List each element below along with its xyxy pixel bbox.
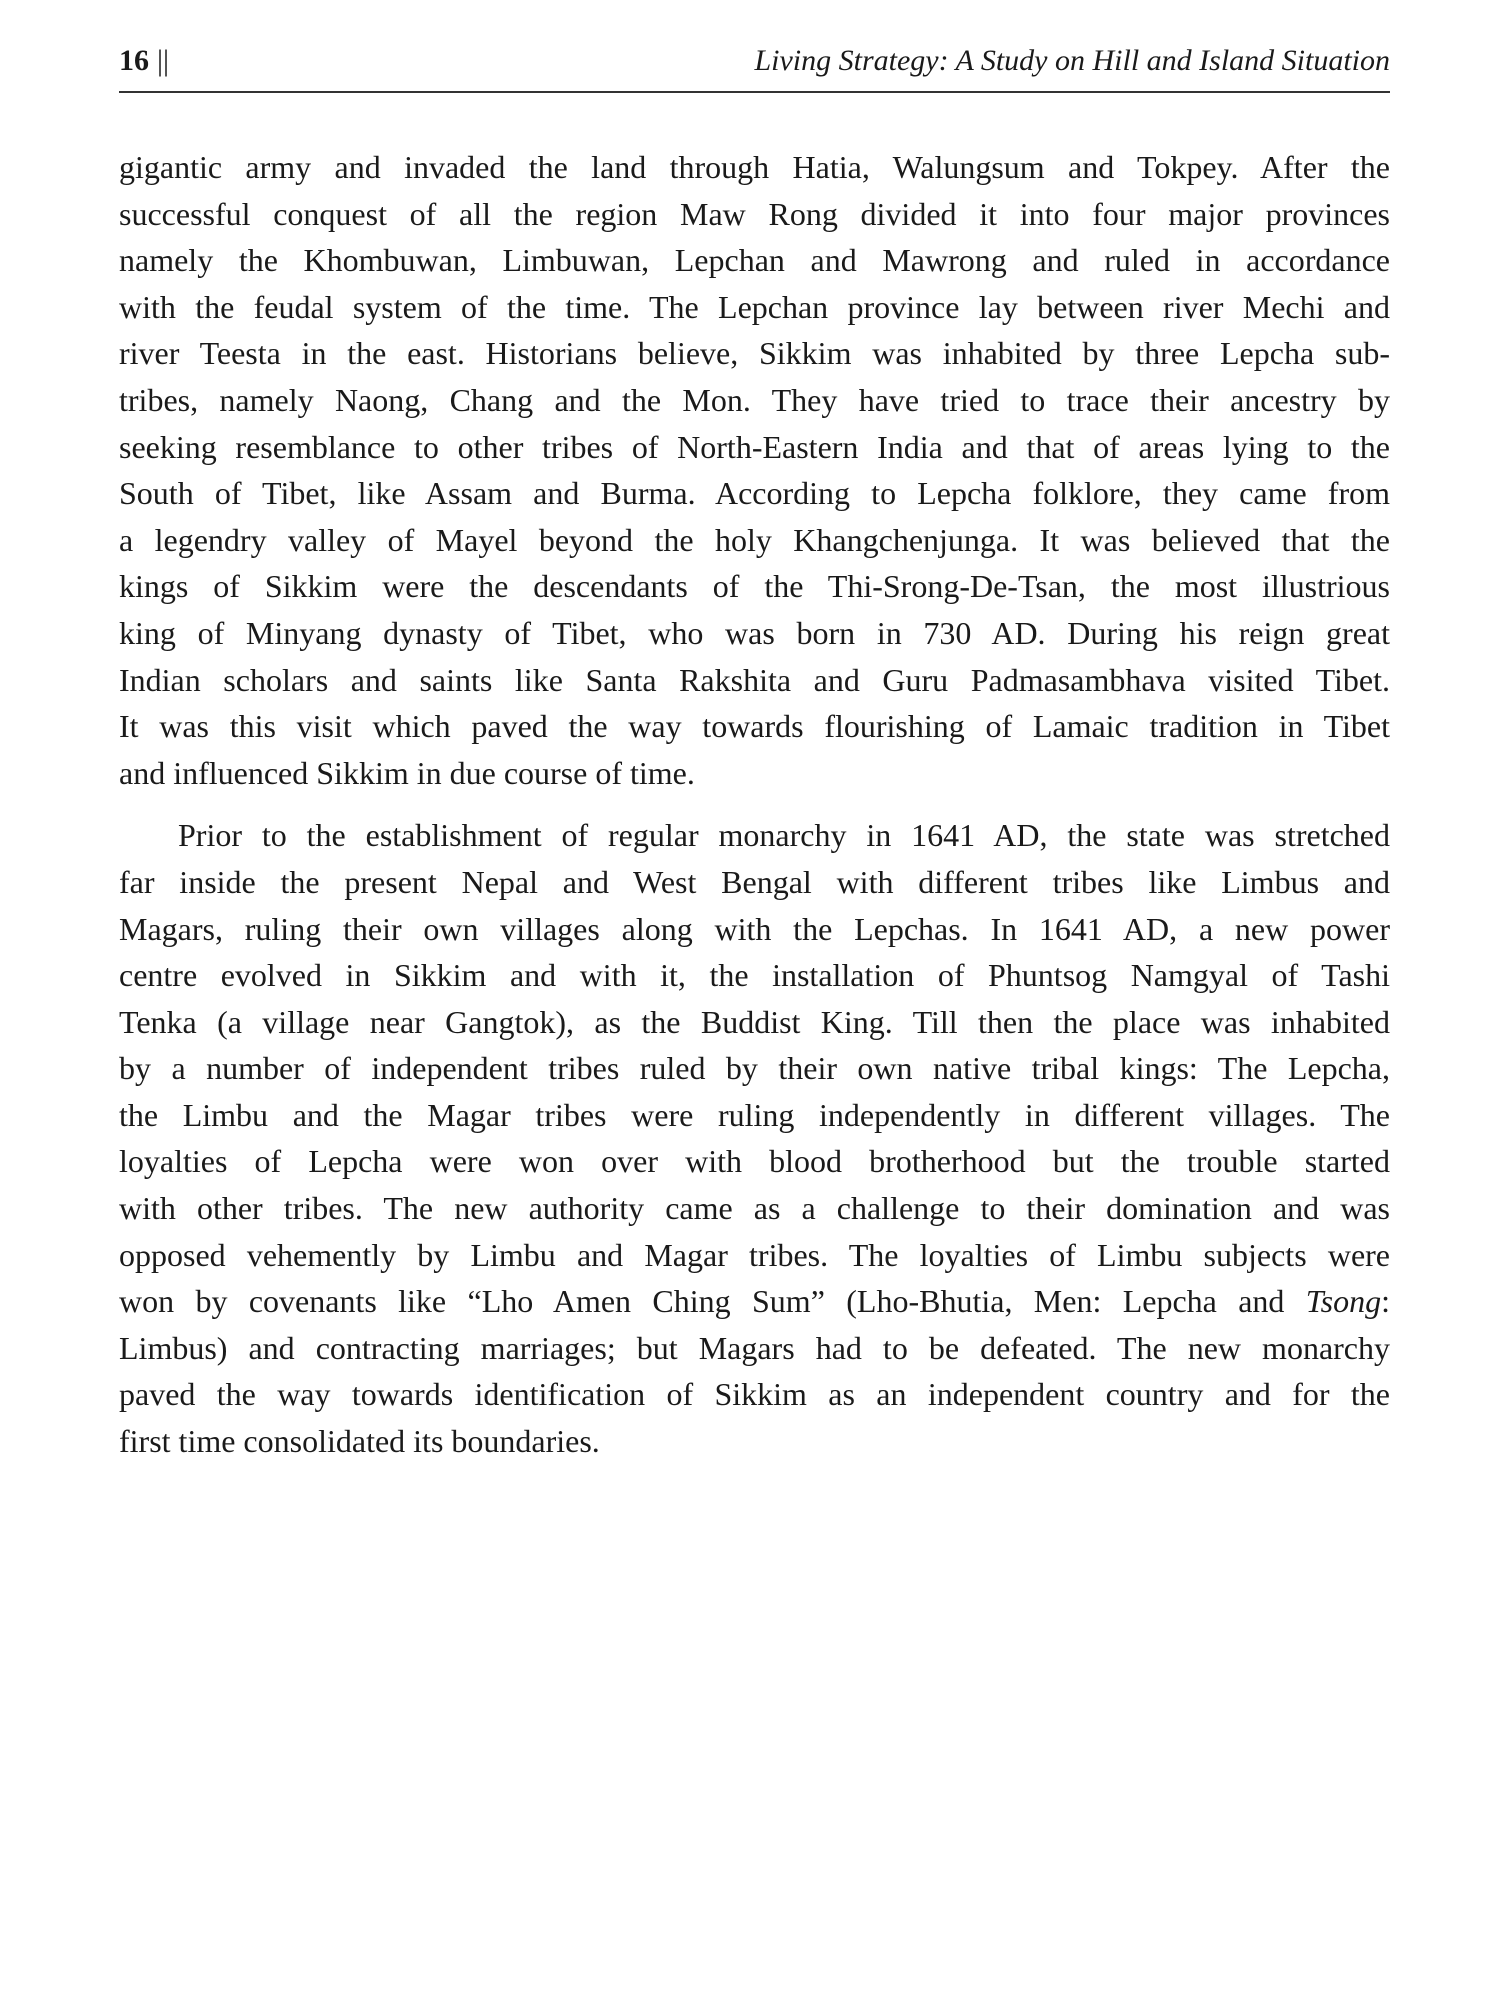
text-line: seeking resemblance to other tribes of North-Eastern India and that of areas lying to the [119, 428, 1390, 465]
page-body [119, 144, 1390, 1481]
text-line: river Teesta in the east. Historians believe, Sikkim was inhabited by three Lepcha sub- [119, 335, 1390, 372]
text-line: Magars, ruling their own villages along with the Lepchas. In 1641 AD, a new power [119, 910, 1390, 947]
text-line: and influenced Sikkim in due course of time. [119, 754, 695, 791]
text-line: Prior to the establishment of regular monarchy in 1641 AD, the state was stretched [178, 817, 1390, 854]
text-line: with other tribes. The new authority came as a challenge to their domination and was [119, 1190, 1390, 1227]
text-line: tribes, namely Naong, Chang and the Mon. They have tried to trace their ancestry by [119, 381, 1390, 418]
text-segment: : [1381, 1283, 1390, 1320]
text-line: far inside the present Nepal and West Bengal with different tribes like Limbus and [119, 863, 1390, 900]
text-line: by a number of independent tribes ruled by their own native tribal kings: The Lepcha, [119, 1050, 1390, 1087]
italic-term: Tsong [1305, 1283, 1382, 1320]
paragraph-1 [119, 144, 1390, 796]
text-line: with the feudal system of the time. The Lepchan province lay between river Mechi and [119, 288, 1390, 325]
text-line: kings of Sikkim were the descendants of the Thi-Srong-De-Tsan, the most illustrious [119, 568, 1390, 605]
header-separator: || [157, 44, 170, 77]
text-line: Limbus) and contracting marriages; but Magars had to be defeated. The new monarchy [119, 1329, 1390, 1366]
text-line: first time consolidated its boundaries. [119, 1423, 600, 1460]
header-rule [119, 91, 1390, 93]
text-line: Tenka (a village near Gangtok), as the Buddist King. Till then the place was inhabited [119, 1003, 1390, 1040]
text-line: king of Minyang dynasty of Tibet, who was born in 730 AD. During his reign great [119, 614, 1390, 651]
page-number [119, 44, 169, 78]
text-line: loyalties of Lepcha were won over with blood brotherhood but the trouble started [119, 1143, 1390, 1180]
page-number-text: 16 [119, 44, 149, 77]
text-line: namely the Khombuwan, Limbuwan, Lepchan and Mawrong and ruled in accordance [119, 242, 1390, 279]
running-title: Living Strategy: A Study on Hill and Island Situation [754, 44, 1390, 77]
text-line: South of Tibet, like Assam and Burma. According to Lepcha folklore, they came from [119, 475, 1390, 512]
text-line: paved the way towards identification of Sikkim as an independent country and for the [119, 1376, 1390, 1413]
text-line: Indian scholars and saints like Santa Rakshita and Guru Padmasambhava visited Tibet. [119, 661, 1390, 698]
text-line [119, 1278, 1390, 1325]
text-line: opposed vehemently by Limbu and Magar tribes. The loyalties of Limbu subjects were [119, 1236, 1390, 1273]
text-line: gigantic army and invaded the land through Hatia, Walungsum and Tokpey. After the [119, 149, 1390, 185]
text-line: the Limbu and the Magar tribes were ruling independently in different villages. The [119, 1096, 1390, 1133]
text-line: successful conquest of all the region Maw Rong divided it into four major provinces [119, 195, 1390, 232]
text-line: It was this visit which paved the way towards flourishing of Lamaic tradition in Tibet [119, 708, 1390, 745]
paragraph-2 [119, 812, 1390, 1464]
text-line: centre evolved in Sikkim and with it, the installation of Phuntsog Namgyal of Tashi [119, 957, 1390, 994]
text-line: a legendry valley of Mayel beyond the holy Khangchenjunga. It was believed that the [119, 521, 1390, 558]
running-header [119, 44, 1390, 84]
text-segment: won by covenants like “Lho Amen Ching Sum” (Lho-Bhutia, Men: Lepcha and [119, 1283, 1306, 1320]
